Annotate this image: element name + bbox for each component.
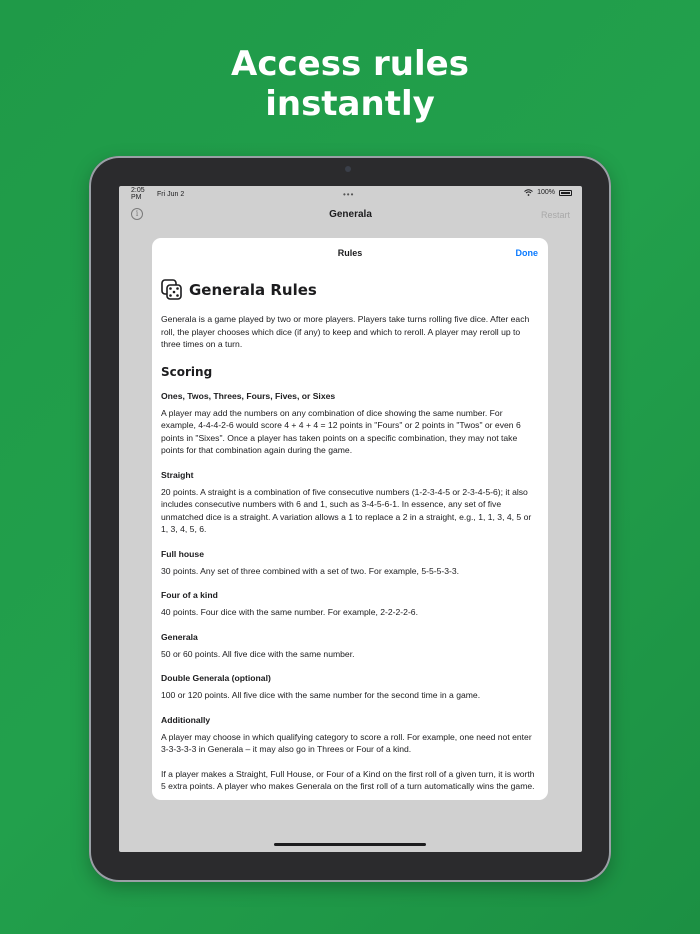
section-title: Additionally bbox=[161, 714, 211, 725]
section-body: 20 points. A straight is a combination of five consecutive numbers (1-2-3-4-5 or 2-3-4-5-6); it also includes consecutive numbers with 6 and 1, such as 3-4-5-6-1. In essence, any set of five unmatched dice is a straight. A variation allows a 1 to replace a 2 in a straight, e.g., 1, 1, 3, 4, 5 or 1, 3, 4, 5, 6. bbox=[161, 486, 532, 534]
section-title: Full house bbox=[161, 548, 204, 559]
section-title: Double Generala (optional) bbox=[161, 673, 271, 683]
section-body: A player may choose in which qualifying category to score a roll. For example, one need not enter 3-3-3-3-3 in Generala – it may also go in Threes or Four of a kind. bbox=[161, 731, 532, 754]
rules-sheet bbox=[152, 238, 548, 800]
headline-line-2: instantly bbox=[265, 84, 435, 124]
section-title: Ones, Twos, Threes, Fours, Fives, or Sixes bbox=[161, 390, 336, 401]
battery-percent: 100% bbox=[537, 189, 555, 196]
battery-icon bbox=[559, 190, 572, 196]
dice-icon bbox=[161, 279, 183, 301]
home-indicator[interactable] bbox=[274, 843, 426, 846]
sheet-header bbox=[152, 238, 548, 270]
done-button[interactable]: Done bbox=[515, 248, 538, 258]
section-body: 100 or 120 points. All five dice with the same number for the second time in a game. bbox=[161, 690, 481, 700]
info-icon[interactable]: i bbox=[131, 208, 143, 220]
section-title: Straight bbox=[161, 469, 194, 480]
multitasking-dots-icon[interactable]: ••• bbox=[343, 190, 355, 199]
nav-bar bbox=[119, 204, 582, 226]
intro-paragraph: Generala is a game played by two or more players. Players take turns rolling five dice. After each roll, the player chooses which dice (if any) to keep and which to reroll. A player may reroll up to three times on a turn. bbox=[161, 314, 530, 349]
scoring-heading: Scoring bbox=[161, 364, 213, 379]
status-right bbox=[524, 189, 572, 196]
headline-line-1: Access rules bbox=[231, 44, 469, 84]
section-body: 50 or 60 points. All five dice with the same number. bbox=[161, 648, 355, 659]
wifi-icon bbox=[524, 189, 533, 196]
status-time: 2:05 PM bbox=[131, 187, 145, 201]
rules-content[interactable] bbox=[152, 270, 548, 793]
section-title: Four of a kind bbox=[161, 590, 218, 600]
status-bar bbox=[119, 186, 582, 202]
section-body: 30 points. Any set of three combined with a set of two. For example, 5-5-5-3-3. bbox=[161, 565, 460, 576]
rules-heading: Generala Rules bbox=[189, 281, 317, 299]
section-title: Generala bbox=[161, 631, 198, 642]
restart-button[interactable]: Restart bbox=[540, 210, 570, 220]
final-paragraph: If a player makes a Straight, Full House, or Four of a Kind on the first roll of a given turn, it is worth 5 extra points. A player who makes Generala on the first roll of a turn automatically wins the game. bbox=[161, 768, 535, 791]
sheet-title: Rules bbox=[337, 248, 363, 258]
nav-title: Generala bbox=[329, 209, 372, 220]
status-date: Fri Jun 2 bbox=[157, 190, 185, 198]
headline bbox=[0, 44, 700, 124]
rules-heading-row bbox=[161, 279, 539, 301]
section-body: A player may add the numbers on any combination of dice showing the same number. For example, 4-4-4-2-6 would score 4 + 4 + 4 = 12 points in "Fours" or 2 points in "Twos" or even 6 points in "Sixes". Once a player has taken points on a specific combination, they may not take points for that combination again during the game. bbox=[161, 407, 521, 455]
tablet-screen bbox=[119, 186, 582, 852]
section-body: 40 points. Four dice with the same number. For example, 2-2-2-2-6. bbox=[161, 607, 418, 617]
camera-icon bbox=[345, 166, 351, 172]
